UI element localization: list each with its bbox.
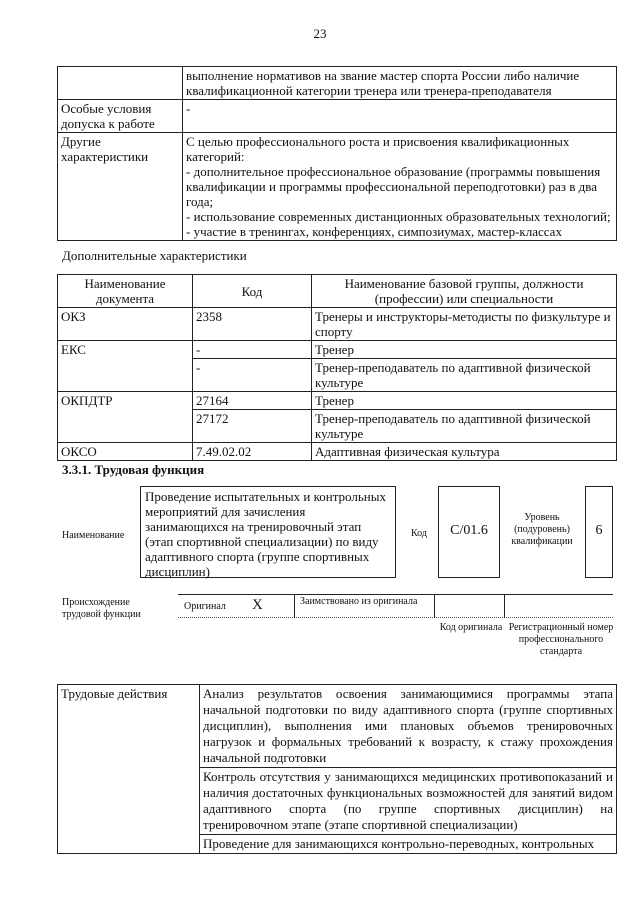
header-code: Код bbox=[193, 275, 312, 308]
borrowed-label: Заимствовано из оригинала bbox=[300, 596, 418, 607]
row-value: - bbox=[183, 100, 617, 133]
table-row bbox=[58, 392, 617, 410]
cell-name: Тренер-преподаватель по адаптивной физической культуре bbox=[312, 410, 617, 443]
cell-code: 27164 bbox=[193, 392, 312, 410]
divider bbox=[504, 594, 505, 618]
additional-title: Дополнительные характеристики bbox=[62, 248, 247, 263]
cell-name: Адаптивная физическая культура bbox=[312, 443, 617, 461]
table-row bbox=[58, 133, 617, 241]
cell-doc: ОКЗ bbox=[58, 308, 193, 341]
origin-label: Происхождение трудовой функции bbox=[62, 597, 141, 620]
additional-table bbox=[57, 274, 617, 461]
reg-number-label: Регистрационный номер профессионального стандарта bbox=[508, 622, 614, 657]
level-label: Уровень (подуровень) квалификации bbox=[511, 512, 573, 547]
cell-code: - bbox=[193, 359, 312, 392]
section-title: 3.3.1. Трудовая функция bbox=[62, 462, 205, 477]
cell-code: 2358 bbox=[193, 308, 312, 341]
text-line: - использование современных дистанционных образовательных технологий; bbox=[186, 209, 611, 224]
table-row bbox=[58, 443, 617, 461]
divider bbox=[434, 594, 435, 618]
row-label bbox=[58, 67, 183, 100]
table-row bbox=[58, 100, 617, 133]
table-row bbox=[58, 67, 617, 100]
code-original-label: Код оригинала bbox=[439, 622, 503, 633]
row-value bbox=[183, 133, 617, 241]
qualification-table bbox=[57, 66, 617, 241]
labor-action-item: Анализ результатов освоения занимающимися программы этапа начальной подготовки по виду адаптивного спорта (группе спортивных дисциплин), выполнения ими плановых объемов тренировочных нагрузок и формальных требований к возрасту, к стажу прохождения начальной подготовки bbox=[200, 685, 617, 768]
labor-action-item: Контроль отсутствия у занимающихся медицинских противопоказаний и наличия достаточных функциональных возможностей для занятий видом адаптивного спорта (по группе спортивных дисциплин) на тренировочном этапе (этапе спортивной специализации) bbox=[200, 768, 617, 835]
origin-row bbox=[178, 594, 613, 618]
level-value-box: 6 bbox=[585, 486, 613, 578]
text-line: С целью профессионального роста и присвоения квалификационных категорий: bbox=[186, 134, 570, 164]
page-number: 23 bbox=[313, 26, 327, 41]
cell-code: 7.49.02.02 bbox=[193, 443, 312, 461]
labor-action-item: Проведение для занимающихся контрольно-переводных, контрольных bbox=[200, 835, 617, 854]
text-line: - участие в тренингах, конференциях, симпозиумах, мастер-классах bbox=[186, 224, 562, 239]
labor-actions-table bbox=[57, 684, 617, 854]
original-mark: X bbox=[252, 597, 263, 613]
code-label: Код bbox=[411, 528, 427, 539]
cell-name: Тренер bbox=[312, 392, 617, 410]
row-value: выполнение нормативов на звание мастер спорта России либо наличие квалификационной категории тренера или тренера-преподавателя bbox=[183, 67, 617, 100]
function-code-box: C/01.6 bbox=[438, 486, 500, 578]
cell-name: Тренеры и инструкторы-методисты по физкультуре и спорту bbox=[312, 308, 617, 341]
row-label: Другие характеристики bbox=[58, 133, 183, 241]
text-line: - дополнительное профессиональное образование (программы повышения квалификации и программы профессиональной переподготовки) раз в два года; bbox=[186, 164, 601, 209]
cell-doc: ОКСО bbox=[58, 443, 193, 461]
row-label: Особые условия допуска к работе bbox=[58, 100, 183, 133]
cell-doc: ОКПДТР bbox=[58, 392, 193, 443]
cell-name: Тренер bbox=[312, 341, 617, 359]
cell-code: 27172 bbox=[193, 410, 312, 443]
table-row bbox=[58, 308, 617, 341]
header-doc: Наименование документа bbox=[58, 275, 193, 308]
cell-doc: ЕКС bbox=[58, 341, 193, 392]
cell-code: - bbox=[193, 341, 312, 359]
function-name-box: Проведение испытательных и контрольных мероприятий для зачисления занимающихся на тренировочный этап (этап спортивной специализации) по виду адаптивного спорта (группе спортивных дисциплин) bbox=[140, 486, 396, 578]
cell-name: Тренер-преподаватель по адаптивной физической культуре bbox=[312, 359, 617, 392]
table-row bbox=[58, 341, 617, 359]
divider bbox=[294, 594, 295, 618]
name-label: Наименование bbox=[62, 530, 125, 541]
labor-actions-label: Трудовые действия bbox=[58, 685, 200, 854]
original-label: Оригинал bbox=[184, 601, 226, 612]
table-header bbox=[58, 275, 617, 308]
header-name: Наименование базовой группы, должности (профессии) или специальности bbox=[312, 275, 617, 308]
table-row bbox=[58, 685, 617, 768]
